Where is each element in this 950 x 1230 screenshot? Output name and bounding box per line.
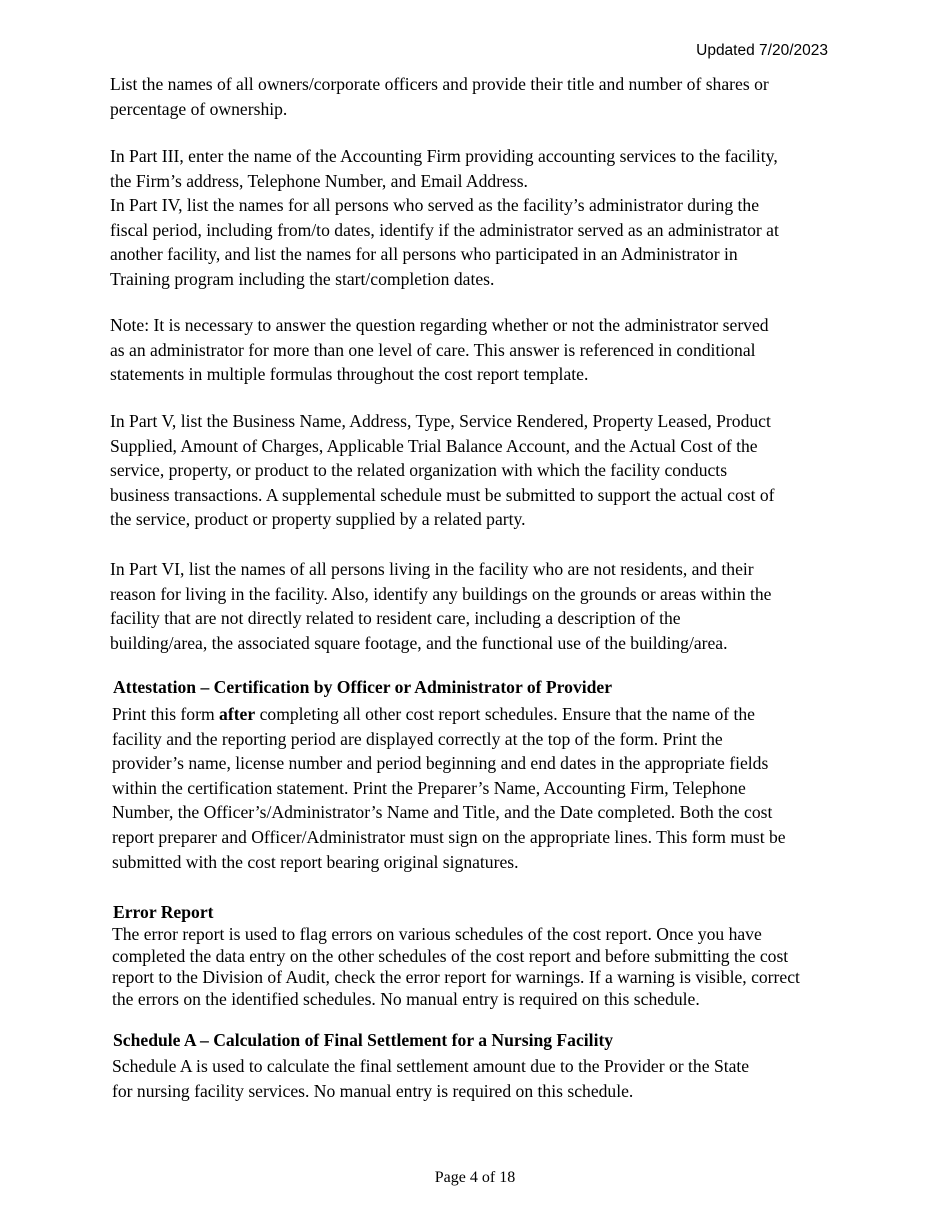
text-line: Schedule A is used to calculate the final settlement amount due to the Provider or the State — [112, 1056, 750, 1076]
emphasis-after: after — [219, 704, 256, 724]
error-report-paragraph — [112, 924, 800, 1010]
text-line: the Firm’s address, Telephone Number, and Email Address. — [110, 170, 528, 191]
text-line: the errors on the identified schedules. No manual entry is required on this schedule. — [112, 988, 700, 1009]
text-line: Supplied, Amount of Charges, Applicable Trial Balance Account, and the Actual Cost of the — [110, 435, 758, 456]
text-line: facility that are not directly related to resident care, including a description of the — [110, 608, 681, 629]
part-v-paragraph — [110, 409, 775, 532]
part-iii-paragraph — [110, 144, 778, 193]
owners-paragraph — [110, 72, 769, 121]
text-line: percentage of ownership. — [110, 98, 288, 119]
text-line: Number, the Officer’s/Administrator’s Name and Title, and the Date completed. Both the cost — [112, 802, 773, 823]
text-line: Note: It is necessary to answer the question regarding whether or not the administrator served — [110, 315, 769, 335]
text-line: report preparer and Officer/Administrator must sign on the appropriate lines. This form must be — [112, 826, 786, 847]
text-line: In Part V, list the Business Name, Address, Type, Service Rendered, Property Leased, Product — [110, 411, 771, 431]
text-line: for nursing facility services. No manual entry is required on this schedule. — [112, 1080, 634, 1101]
text-line: within the certification statement. Print the Preparer’s Name, Accounting Firm, Telephone — [112, 777, 746, 798]
text-line — [112, 702, 786, 727]
text-line: reason for living in the facility. Also, identify any buildings on the grounds or areas within the — [110, 583, 772, 604]
text-line: service, property, or product to the related organization with which the facility conducts — [110, 460, 728, 481]
text-line: the service, product or property supplied by a related party. — [110, 509, 526, 530]
attestation-heading: Attestation – Certification by Officer or Administrator of Provider — [113, 677, 613, 697]
text-line: report to the Division of Audit, check the error report for warnings. If a warning is visible, correct — [112, 967, 800, 988]
text-line: facility and the reporting period are displayed correctly at the top of the form. Print the — [112, 728, 723, 749]
text-line: another facility, and list the names for all persons who participated in an Administrator in — [110, 244, 738, 265]
text-line: The error report is used to flag errors on various schedules of the cost report. Once you have — [112, 924, 762, 944]
text-line: business transactions. A supplemental schedule must be submitted to support the actual cost of — [110, 484, 775, 505]
text-line: List the names of all owners/corporate officers and provide their title and number of shares or — [110, 74, 769, 94]
text-segment: completing all other cost report schedules. Ensure that the name of the — [255, 704, 755, 724]
text-line: completed the data entry on the other schedules of the cost report and before submitting the cost — [112, 945, 789, 966]
note-paragraph — [110, 313, 769, 387]
text-line: In Part IV, list the names for all persons who served as the facility’s administrator during the — [110, 195, 760, 215]
text-line: Training program including the start/completion dates. — [110, 268, 495, 289]
text-line: provider’s name, license number and period beginning and end dates in the appropriate fields — [112, 753, 769, 774]
text-line: statements in multiple formulas throughout the cost report template. — [110, 364, 589, 385]
text-line: as an administrator for more than one level of care. This answer is referenced in conditional — [110, 339, 756, 360]
text-line: building/area, the associated square footage, and the functional use of the building/area. — [110, 632, 728, 653]
schedule-a-paragraph — [112, 1054, 749, 1103]
text-segment: Print this form — [112, 704, 220, 724]
schedule-a-heading: Schedule A – Calculation of Final Settlement for a Nursing Facility — [113, 1030, 614, 1050]
part-iv-paragraph — [110, 193, 779, 291]
text-line: In Part III, enter the name of the Accounting Firm providing accounting services to the facility, — [110, 146, 778, 166]
page-number: Page 4 of 18 — [434, 1169, 516, 1186]
text-line: fiscal period, including from/to dates, identify if the administrator served as an administrator at — [110, 219, 779, 240]
text-line: In Part VI, list the names of all persons living in the facility who are not residents, and their — [110, 559, 754, 579]
updated-date: Updated 7/20/2023 — [696, 42, 828, 59]
part-vi-paragraph — [110, 557, 771, 655]
text-line: submitted with the cost report bearing original signatures. — [112, 851, 519, 872]
attestation-paragraph — [112, 702, 786, 874]
error-report-heading: Error Report — [113, 902, 214, 922]
